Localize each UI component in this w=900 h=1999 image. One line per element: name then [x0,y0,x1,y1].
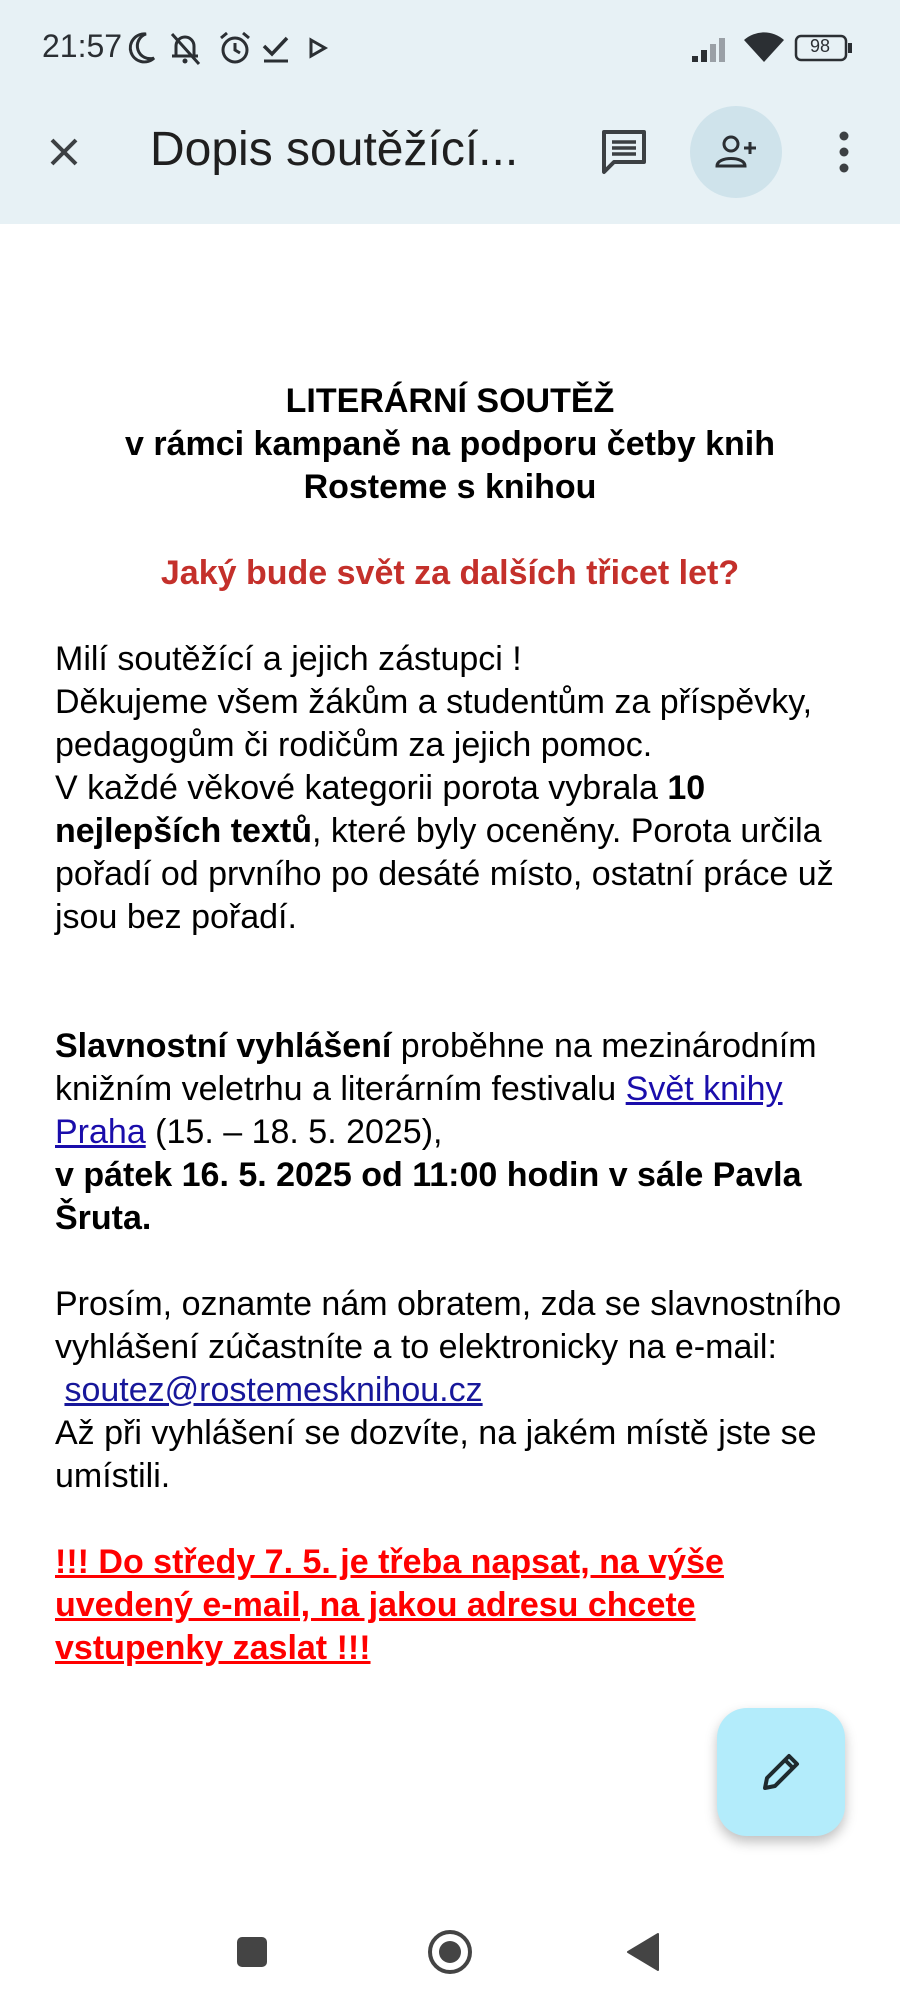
status-time: 21:57 [42,28,123,64]
app-bar [0,96,900,224]
warning-text: !!! Do středy 7. 5. je třeba napsat, na výše uvedený e-mail, na jakou adresu chcete vstupenky zaslat !!! [55,1543,724,1667]
email-link[interactable]: soutez@rostemesknihou.cz [64,1371,483,1409]
rsvp-after: Až při vyhlášení se dozvíte, na jakém místě jste se umístili. [55,1414,817,1495]
announcement-when-bold: v pátek 16. 5. 2025 od 11:00 hodin v sále Pavla Šruta. [55,1156,802,1237]
jury-text-a: V každé věkové kategorii porota vybrala [55,769,668,807]
wifi-icon [742,28,786,68]
navigation-bar [0,1900,900,1999]
pencil-icon [757,1748,805,1796]
more-vert-icon [838,130,850,174]
comment-button[interactable] [588,116,660,188]
rsvp-text: Prosím, oznamte nám obratem, zda se slavnostního vyhlášení zúčastníte a to elektronicky na e-mail: [55,1285,842,1366]
comment-icon [600,128,648,176]
bell-off-icon [166,28,204,68]
close-button[interactable] [28,116,100,188]
heading-line-2: v rámci kampaně na podporu četby knih [125,425,775,463]
top-app-area [0,0,900,224]
home-icon [426,1928,474,1976]
recents-button[interactable] [220,1920,284,1984]
svet-knihy-link[interactable]: Svět knihy Praha [55,1070,783,1151]
announcement-text [55,1025,845,1154]
announcement-when [55,1154,845,1240]
jury-text-b: , které byly oceněny. Porota určila pořadí od prvního po desáté místo, ostatní práce už jsou bez pořadí. [55,812,834,936]
play-icon [306,28,330,68]
battery-level: 98 [809,36,831,56]
back-button[interactable] [612,1920,676,1984]
status-bar [0,0,900,96]
back-icon [624,1930,664,1974]
more-button[interactable] [814,116,874,188]
jury-text-bold: 10 nejlepších textů [55,769,706,850]
heading-line-3: Rosteme s knihou [303,468,597,506]
paragraph-rsvp [55,1283,845,1498]
page-title: Dopis soutěžící... [150,123,519,176]
email-heading [55,380,845,509]
greeting: Milí soutěžící a jejich zástupci ! [55,640,522,678]
close-icon [44,132,84,172]
check-icon [260,28,292,68]
jury-text [55,767,845,939]
add-person-icon [714,130,758,174]
rsvp-email-line [55,1369,845,1412]
compose-button[interactable] [717,1708,845,1836]
add-person-button[interactable] [690,106,782,198]
moon-icon [126,28,158,68]
announcement-text-1: proběhne na mezinárodním knižním veletrhu a literárním festivalu [55,1027,817,1108]
paragraph-announcement [55,1025,845,1240]
email-body [55,380,845,1670]
announcement-bold: Slavnostní vyhlášení [55,1027,392,1065]
home-button[interactable] [418,1920,482,1984]
announcement-dates: (15. – 18. 5. 2025), [145,1113,443,1151]
paragraph-intro [55,638,845,939]
alarm-icon [216,28,254,68]
question-heading: Jaký bude svět za dalších třicet let? [160,554,740,592]
recents-icon [235,1935,269,1969]
signal-icon [690,28,734,68]
thanks-text: Děkujeme všem žákům a studentům za příspěvky, pedagogům či rodičům za jejich pomoc. [55,683,813,764]
heading-line-1: LITERÁRNÍ SOUTĚŽ [285,382,615,420]
